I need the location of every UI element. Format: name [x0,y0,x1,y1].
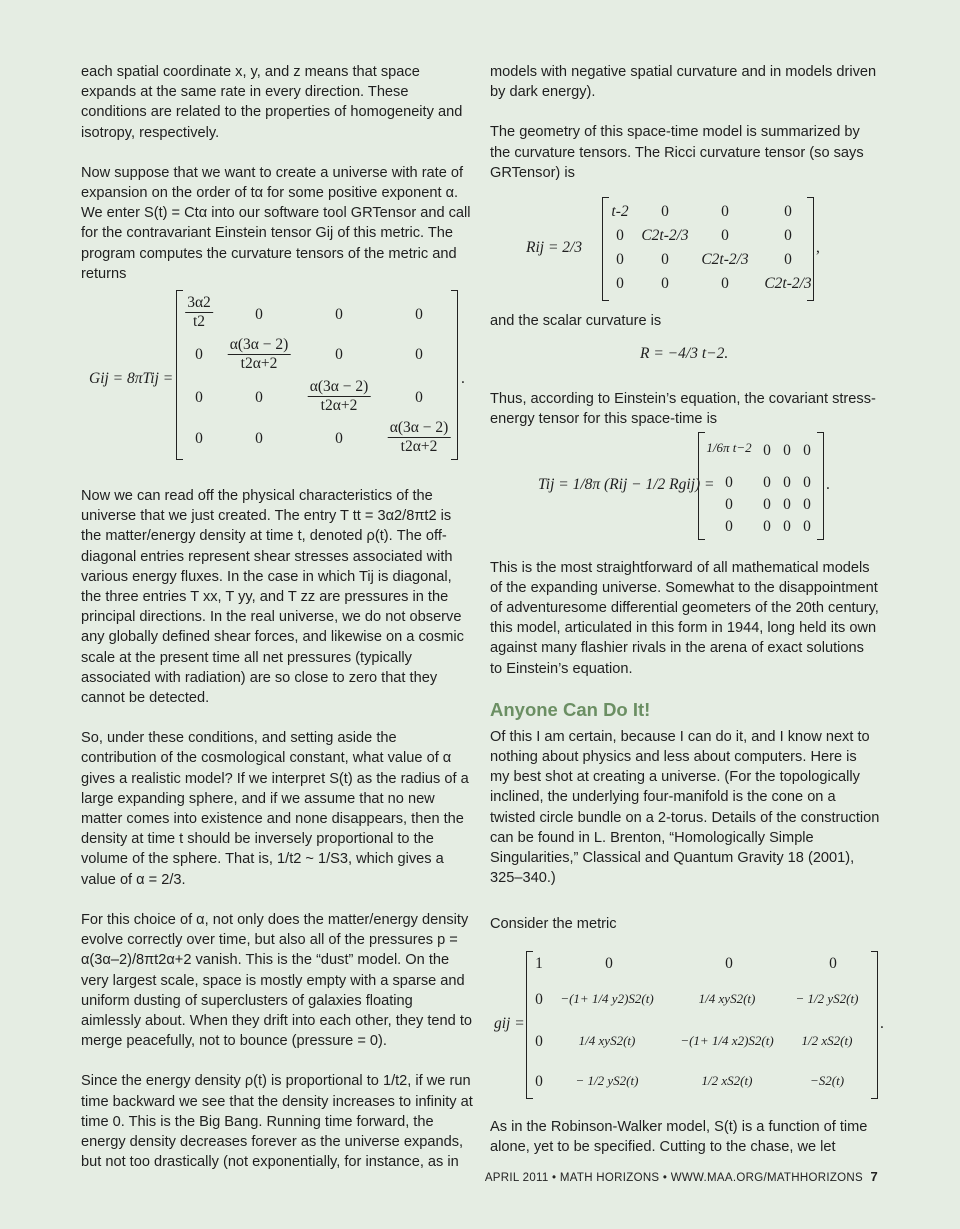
metric-m10: 0 [535,990,543,1008]
metric-m31: − 1/2 yS2(t) [575,1072,639,1088]
ricci-m30: 0 [616,275,624,293]
einstein-m11: $\frac{\alpha(3\alpha - 2)}{t2\alpha+2}$ [229,336,289,373]
stress-m22: 0 [783,495,791,513]
einstein-matrix [176,290,458,460]
stress-m02: 0 [783,441,791,459]
ricci-m03: 0 [784,203,792,221]
left-column [81,62,473,1192]
ricci-m13: 0 [784,227,792,245]
einstein-m23: 0 [415,389,423,407]
ricci-m10: 0 [616,227,624,245]
stress-m21: 0 [763,495,771,513]
metric-m20: 0 [535,1032,543,1050]
einstein-m20: 0 [195,389,203,407]
ricci-lhs: Rij = 2/3 [526,239,583,257]
ricci-m22: C2t-2/3 [701,251,749,269]
einstein-lhs: Gij = 8πTij = [89,370,174,388]
stress-m12: 0 [783,473,791,491]
stress-m30: 0 [725,517,733,535]
right-paragraph-2: The geometry of this space-time model is summarized by the curvature tensors. The Ricci curvature tensor (so says GRTensor) is [490,124,864,181]
stress-m32: 0 [783,517,791,535]
metric-m23: 1/2 xS2(t) [801,1032,853,1048]
metric-m30: 0 [535,1072,543,1090]
metric-m00: 1 [535,954,543,972]
metric-equation: gij = 1 0 0 0 0 −(1+ 1/4 y2)S2(t) 1/4 xyS2(t) − 1/2 yS2(t) 0 1/4 xyS2(t) −(1+ 1/4 x2)S2(t) 1/2 xS2(t) 0 − 1/2 yS2(t) 1/2 xS2(t) −S2(t) . [490,951,880,1103]
stress-m20: 0 [725,495,733,513]
einstein-m03: 0 [415,306,423,324]
right-paragraph-8: As in the Robinson-Walker model, S(t) is a function of time alone, yet to be specified. Cutting to the chase, we let [490,1118,868,1155]
einstein-m10: 0 [195,346,203,364]
stress-m13: 0 [803,473,811,491]
stress-m10: 0 [725,473,733,491]
footer-text: APRIL 2011 • MATH HORIZONS • WWW.MAA.ORG/MATHHORIZONS [484,1172,863,1184]
einstein-m22: $\frac{\alpha(3\alpha - 2)}{t2\alpha+2}$ [309,378,369,415]
right-paragraph-1: models with negative spatial curvature and in models driven by dark energy). [490,64,877,101]
stress-m03: 0 [803,441,811,459]
ricci-m32: 0 [721,275,729,293]
metric-m32: 1/2 xS2(t) [701,1072,753,1088]
ricci-m23: 0 [784,251,792,269]
metric-m12: 1/4 xyS2(t) [698,990,756,1006]
ricci-m11: C2t-2/3 [641,227,689,245]
stress-m23: 0 [803,495,811,513]
einstein-m30: 0 [195,430,203,448]
stress-m33: 0 [803,517,811,535]
stress-m11: 0 [763,473,771,491]
section-heading: Anyone Can Do It! [490,698,651,720]
einstein-m02: 0 [335,306,343,324]
right-paragraph-7: Consider the metric [490,916,617,933]
ricci-m02: 0 [721,203,729,221]
left-paragraph-1: each spatial coordinate x, y, and z means that space expands at the same rate in every direction. These conditions are related to the properties of homogeneity and isotropy, respectively. [81,64,463,141]
metric-m01: 0 [605,954,613,972]
metric-matrix [526,951,878,1099]
left-paragraph-5: For this choice of α, not only does the matter/energy density evolve correctly over time, but also all of the pressures p = α(3α–2)/8πt2α+2 vanish. This is the “dust” model. On the very largest scale, space is mostly empty with a sparse and uniform dusting of superclusters of galaxies floating aimlessly about. When they drift into each other, they tend to merge peacefully, not to bounce (pressure = 0). [81,911,473,1050]
page-footer [485,1169,878,1184]
einstein-m21: 0 [255,389,263,407]
ricci-m12: 0 [721,227,729,245]
stress-m31: 0 [763,517,771,535]
einstein-m33: $\frac{\alpha(3\alpha - 2)}{t2\alpha+2}$ [389,419,449,456]
left-paragraph-6: Since the energy density ρ(t) is proportional to 1/t2, if we run time backward we see that the density increases to infinity at time 0. This is the Big Bang. Running time forward, the energy density decreases forever as the universe expands, but not too drastically (not exponentially, for instance, as in [81,1073,473,1171]
einstein-m12: 0 [335,346,343,364]
ricci-m20: 0 [616,251,624,269]
left-paragraph-2: Now suppose that we want to create a universe with rate of expansion on the order of tα for some positive exponent α. We enter S(t) = Ctα into our software tool GRTensor and call for the contravariant Einstein tensor Gij of this metric. The program computes the curvature tensors of the metric and returns [81,164,471,282]
metric-m13: − 1/2 yS2(t) [795,990,859,1006]
metric-m33: −S2(t) [809,1072,845,1088]
stress-energy-equation: Tij = 1/8π (Rij − 1/2 Rgij) = 1/6π t−2 0 0 0 0 0 0 0 0 0 0 0 0 0 0 0 . [490,432,880,544]
einstein-m00: $\frac{3\alpha 2}{t2}$ [187,294,211,331]
stress-lhs: Tij = 1/8π (Rij − 1/2 Rgij) = [538,475,715,493]
stress-m01: 0 [763,441,771,459]
ricci-m00: t-2 [611,203,629,221]
right-paragraph-3: and the scalar curvature is [490,313,662,330]
ricci-tensor-equation: Rij = 2/3 t-2 0 0 0 0 C2t-2/3 0 0 0 0 C2t-2/3 0 0 0 0 C2t-2/3 , [490,197,880,305]
left-paragraph-3: Now we can read off the physical characteristics of the universe that we just created. The entry T tt = 3α2/8πt2 is the matter/energy density at time t, denoted ρ(t). The off-diagonal entries represent shear stresses associated with various energy fluxes. In the case in which Tij is diagonal, the three entries T xx, T yy, and T zz are pressures in the principal directions. In the real universe, we do not observe any globally defined shear forces, and likewise on a cosmic scale at the present time all net pressures (typically associated with radiation) are so close to zero that they cannot be detected. [81,488,464,707]
metric-m21: 1/4 xyS2(t) [578,1032,636,1048]
ricci-m21: 0 [661,251,669,269]
ricci-m31: 0 [661,275,669,293]
metric-m22: −(1+ 1/4 x2)S2(t) [680,1032,774,1048]
ricci-matrix [602,197,814,301]
einstein-tensor-equation: Gij = 8πTij = $\frac{3\alpha 2}{t2}$ 0 0 0 0 $\frac{\alpha(3\alpha - 2)}{t2\alpha+2}$ 0 0 0 0 $\frac{\alpha(3\alpha - 2)}{t2\alpha+2}$ 0 0 0 0 $\frac{\alpha(3\alpha - 2)}{t2\alpha+2}$ . [81,290,473,472]
scalar-curvature-equation: R = −4/3 t−2. [640,345,729,363]
ricci-m01: 0 [661,203,669,221]
einstein-m32: 0 [335,430,343,448]
page-number: 7 [870,1169,878,1184]
ricci-m33: C2t-2/3 [764,275,812,293]
right-paragraph-5: This is the most straightforward of all mathematical models of the expanding universe. Somewhat to the disappointment of adventuresome differential geometers of the 20th century, this model, articulated in this form in 1944, long held its own against many flashier rivals in the arena of exact solutions to Einstein’s equation. [490,559,879,677]
right-paragraph-6: Of this I am certain, because I can do it, and I know next to nothing about physics and less about computers. Here is my best shot at creating a universe. (For the topologically inclined, the underlying four-manifold is the cone on a twisted circle bundle on a 2-torus. Details of the construction can be found in L. Brenton, “Homologically Simple Singularities,” Classical and Quantum Gravity 18 (2001), 325–340.) [490,728,880,887]
stress-matrix [698,432,824,540]
metric-m11: −(1+ 1/4 y2)S2(t) [560,990,654,1006]
right-paragraph-4: Thus, according to Einstein’s equation, the covariant stress-energy tensor for this space-time is [490,391,876,428]
stress-m00: 1/6π t−2 [706,439,752,455]
einstein-m13: 0 [415,346,423,364]
metric-lhs: gij = [494,1014,525,1032]
metric-m03: 0 [829,954,837,972]
einstein-m01: 0 [255,306,263,324]
metric-m02: 0 [725,954,733,972]
einstein-m31: 0 [255,430,263,448]
left-paragraph-4: So, under these conditions, and setting aside the contribution of the cosmological constant, what value of α gives a realistic model? If we interpret S(t) as the radius of a large expanding sphere, and if we assume that no new matter comes into existence and none disappears, then the density at time t should be inversely proportional to the volume of the sphere. That is, 1/t2 ~ 1/S3, which gives a value of α = 2/3. [81,730,469,888]
right-column [490,62,884,1177]
